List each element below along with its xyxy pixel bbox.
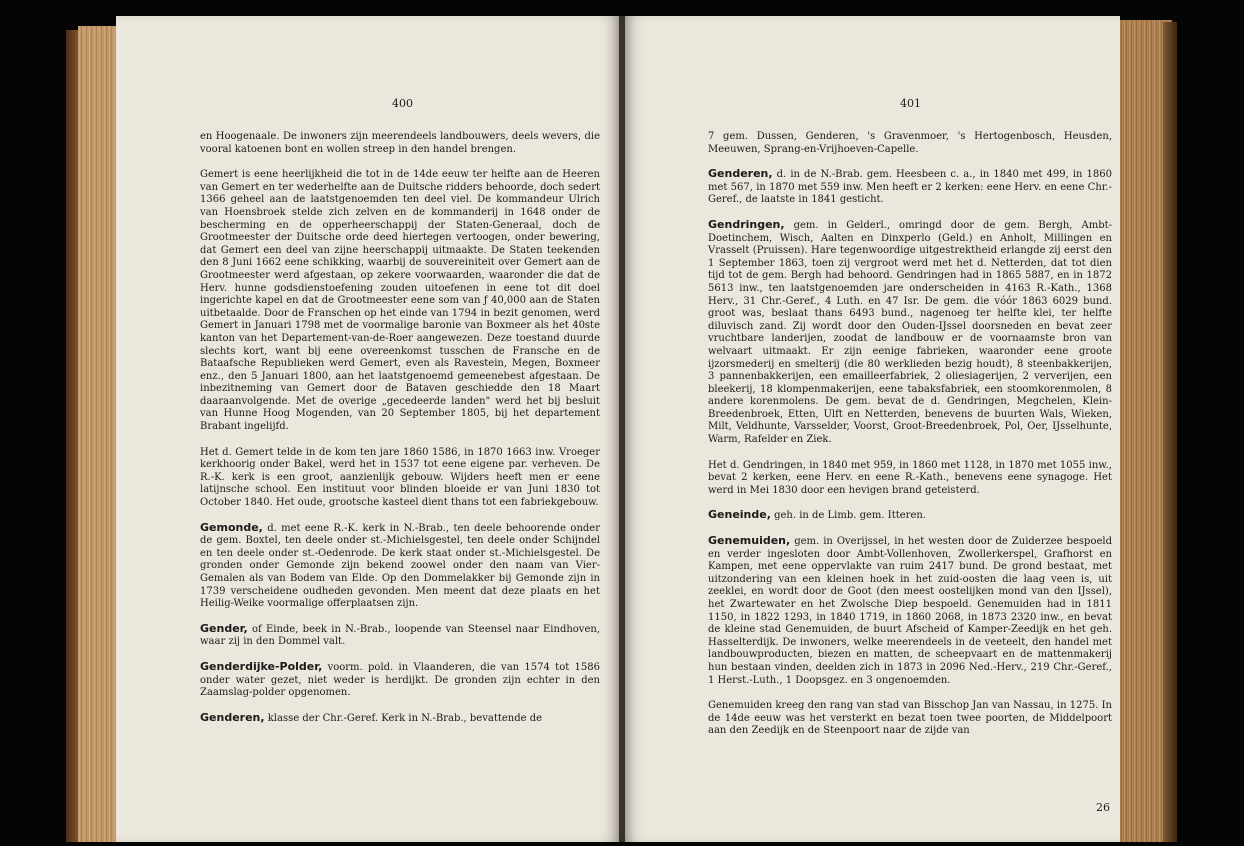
right-page-number: 401 — [900, 97, 921, 110]
entry-headword: Genderen, — [200, 710, 265, 724]
paragraph — [200, 661, 600, 700]
right-text-column — [708, 130, 1112, 750]
entry-text: en Hoogenaale. De inwoners zijn meerendeels landbouwers, deels wevers, die vooral katoenen bont en wollen streep in den handel brengen. — [200, 131, 600, 155]
right-page — [622, 16, 1120, 842]
entry-headword: Genderdijke-Polder, — [200, 659, 323, 673]
entry-text: Het d. Gendringen, in 1840 met 959, in 1860 met 1128, in 1870 met 1055 inw., bevat 2 kerken, eene Herv. en eene R.-Kath., benevens eene synagoge. Het werd in Mei 1830 door een hevigen brand geteisterd. — [708, 459, 1112, 496]
paragraph — [708, 219, 1112, 447]
open-book — [66, 12, 1178, 844]
paragraph — [708, 535, 1112, 687]
signature-mark: 26 — [1096, 801, 1110, 814]
entry-text: 7 gem. Dussen, Genderen, 's Gravenmoer, 's Hertogenbosch, Heusden, Meeuwen, Sprang-en-Vrijhoeven-Capelle. — [708, 131, 1112, 155]
paragraph — [708, 699, 1112, 738]
entry-headword: Geneinde, — [708, 508, 771, 522]
entry-text: gem. in Gelderl., omringd door de gem. Bergh, Ambt-Doetinchem, Wisch, Aalten en Dinxperlo (Geld.) en Anholt, Millingen en Vrasselt (Pruissen). Hare tegenwoordige uitgestrektheid erlangde zij eerst den 1 September 1863, toen zij vergroot werd met het d. Netterden, dat tot dien tijd tot de gem. Bergh had behoord. Gendringen had in 1865 5887, en in 1872 5613 inw., ten laatstgenoemden jare onderscheiden in 4163 R.-Kath., 1368 Herv., 31 Chr.-Geref., 4 Luth. en 47 Isr. De gem. die vóór 1863 6029 bund. groot was, beslaat thans 6493 bund., nagenoeg ter helfte klei, ter helfte diluvisch zand. Zij wordt door den Ouden-IJssel doorsneden en bevat zeer vruchtbare landerijen, zoodat de landbouw er de voornaamste bron van welvaart uitmaakt. Er zijn eenige fabrieken, waaronder eene groote ijzorsmederij en smelterij (die 80 werklieden bezig houdt), 8 steenbakkerijen, 3 pannenbakkerijen, een emailleerfabriek, 2 oliesiagerijen, 2 ververijen, een bleekerij, 18 klompenmakerijen, eene tabaksfabriek, een stoomkorenmolen, 8 andere korenmolens. De gem. bevat de d. Gendringen, Megchelen, Klein-Breedenbroek, Etten, Ulft en Netterden, benevens de buurten Wals, Wieken, Milt, Veldhunte, Varsselder, Voorst, Groot-Breedenbroek, Pol, Oer, IJsselhunte, Warm, Rafelder en Ziek. — [708, 219, 1112, 446]
left-page-number: 400 — [392, 97, 413, 110]
entry-headword: Genemuiden, — [708, 534, 791, 548]
paragraph — [200, 522, 600, 611]
right-cover — [1163, 22, 1177, 842]
paragraph — [200, 446, 600, 510]
entry-headword: Gemonde, — [200, 520, 263, 534]
paragraph — [708, 459, 1112, 498]
entry-text: Het d. Gemert telde in de kom ten jare 1860 1586, in 1870 1663 inw. Vroeger kerkhoorig onder Bakel, werd het in 1537 tot eene eigene par. verheven. De R.-K. kerk is een groot, aanzienlijk gebouw. Wijders heeft men er eene latijnsche school. Een instituut voor blinden bloeide er van Juni 1830 tot October 1840. Het oude, grootsche kasteel dient thans tot een fabriekgebouw. — [200, 446, 600, 509]
entry-text: d. in de N.-Brab. gem. Heesbeen c. a., in 1840 met 499, in 1860 met 567, in 1870 met 559 inw. Men heeft er 2 kerken: eene Herv. en eene Chr.-Geref., de laatste in 1841 gesticht. — [708, 169, 1112, 206]
paragraph — [708, 168, 1112, 207]
paragraph — [200, 712, 600, 726]
entry-headword: Gendringen, — [708, 217, 785, 231]
entry-text: Genemuiden kreeg den rang van stad van Bisschop Jan van Nassau, in 1275. In de 14de eeuw was het versterkt en bezat toen twee poorten, de Middelpoort aan den Zeedijk en de Steenpoort naar de zijde van — [708, 700, 1112, 737]
entry-text: of Einde, beek in N.-Brab., loopende van Steensel naar Eindhoven, waar zij in den Dommel valt. — [200, 623, 600, 648]
paragraph — [200, 168, 600, 433]
entry-text: Gemert is eene heerlijkheid die tot in de 14de eeuw ter helfte aan de Heeren van Gemert en ter wederhelfte aan de Duitsche ridders behoorde, doch sedert 1366 geheel aan de laatstgenoemden ten deel viel. De kommandeur Ulrich van Hoensbroek stelde zich zelven en de kommanderij in 1648 onder de bescherming en de opperheerschappij der Staten-Generaal, doch de Grootmeester der Duitsche orde deed hiertegen vertoogen, onder bewering, dat Gemert een deel van zijne heerschappij uitmaakte. De Staten teekenden den 8 Juni 1662 eene schikking, waarbij de souvereiniteit over Gemert aan de Grootmeester werd afgestaan, op zekere voorwaarden, waaronder die dat de Herv. hunne godsdienstoefening zouden uitoefenen in eene tot dit doel ingerichte kapel en dat de Grootmeester eene som van ƒ 40,000 aan de Staten uitbetaalde. Door de Franschen op het einde van 1794 in bezit genomen, werd Gemert in Januari 1798 met de voormalige baronie van Boxmeer als het 40ste kanton van het Departement-van-de-Roer aangewezen. Deze toestand duurde slechts kort, want bij eene overeenkomst tusschen de Fransche en de Bataafsche Republieken werd Gemert, even als Ravestein, Megen, Boxmeer enz., den 5 Januari 1800, aan het laatstgenoemd gemeenebest afgestaan. De inbezitneming van Gemert door de Bataven geschiedde den 18 Maart daaraanvolgende. Met de overige „gecedeerde landen" werd het bij besluit van Hunne Hoog Mogenden, van 20 September 1805, bij het departement Brabant ingelijfd. — [200, 169, 600, 433]
entry-text: klasse der Chr.-Geref. Kerk in N.-Brab., bevattende de — [264, 712, 543, 724]
paragraph — [708, 509, 1112, 523]
paragraph — [708, 130, 1112, 156]
entry-headword: Gender, — [200, 621, 248, 635]
paragraph — [200, 623, 600, 649]
entry-text: gem. in Overijssel, in het westen door de Zuiderzee bespoeld en verder ingesloten door Ambt-Vollenhoven, Zwollerkerspel, Grafhorst en Kampen, met eene oppervlakte van ruim 2417 bund. De grond bestaat, met uitzondering van een kleinen hoek in het zuid-oosten die laag veen is, uit zeeklei, en wordt door de Goot (den meest oostelijken mond van den IJssel), het Zwartewater en het Zwolsche Diep bespoeld. Genemuiden had in 1811 1150, in 1822 1293, in 1840 1719, in 1860 2068, in 1873 2320 inw., en bevat de kleine stad Genemuiden, de buurt Afscheid of Kamper-Zeedijk en het geh. Hasselterdijk. De inwoners, welke meerendeels in de veeteelt, den handel met landbouwproducten, biezen en matten, de scheepvaart en de mattenmakerij hun bestaan vinden, deelden zich in 1873 in 2096 Ned.-Herv., 219 Chr.-Geref., 1 Herst.-Luth., 1 Doopsgez. en 3 ongenoemden. — [708, 536, 1112, 686]
left-page-edges — [78, 26, 118, 842]
entry-headword: Genderen, — [708, 167, 773, 181]
left-page — [116, 16, 622, 842]
left-text-column — [200, 130, 600, 737]
entry-text: voorm. pold. in Vlaanderen, die van 1574 tot 1586 onder water gezet, niet weder is herdijkt. De gronden zijn echter in den Zaamslag-polder opgenomen. — [200, 661, 600, 699]
book-gutter — [619, 16, 625, 842]
entry-text: d. met eene R.-K. kerk in N.-Brab., ten deele behoorende onder de gem. Boxtel, ten deele onder st.-Michielsgestel, ten deele onder Schijndel en ten deele onder st.-Oedenrode. De kerk staat onder st.-Michielsgestel. De gronden onder Gemonde zijn bekend zoowel onder den naam van Vier-Gemalen als van Bodem van Elde. Op den Dommelakker bij Gemonde zijn in 1739 verscheidene oudheden gevonden. Men meent dat deze plaats en het Heilig-Weike voormalige offerplaatsen zijn. — [200, 522, 600, 610]
entry-text: geh. in de Limb. gem. Itteren. — [770, 510, 926, 522]
paragraph — [200, 130, 600, 156]
